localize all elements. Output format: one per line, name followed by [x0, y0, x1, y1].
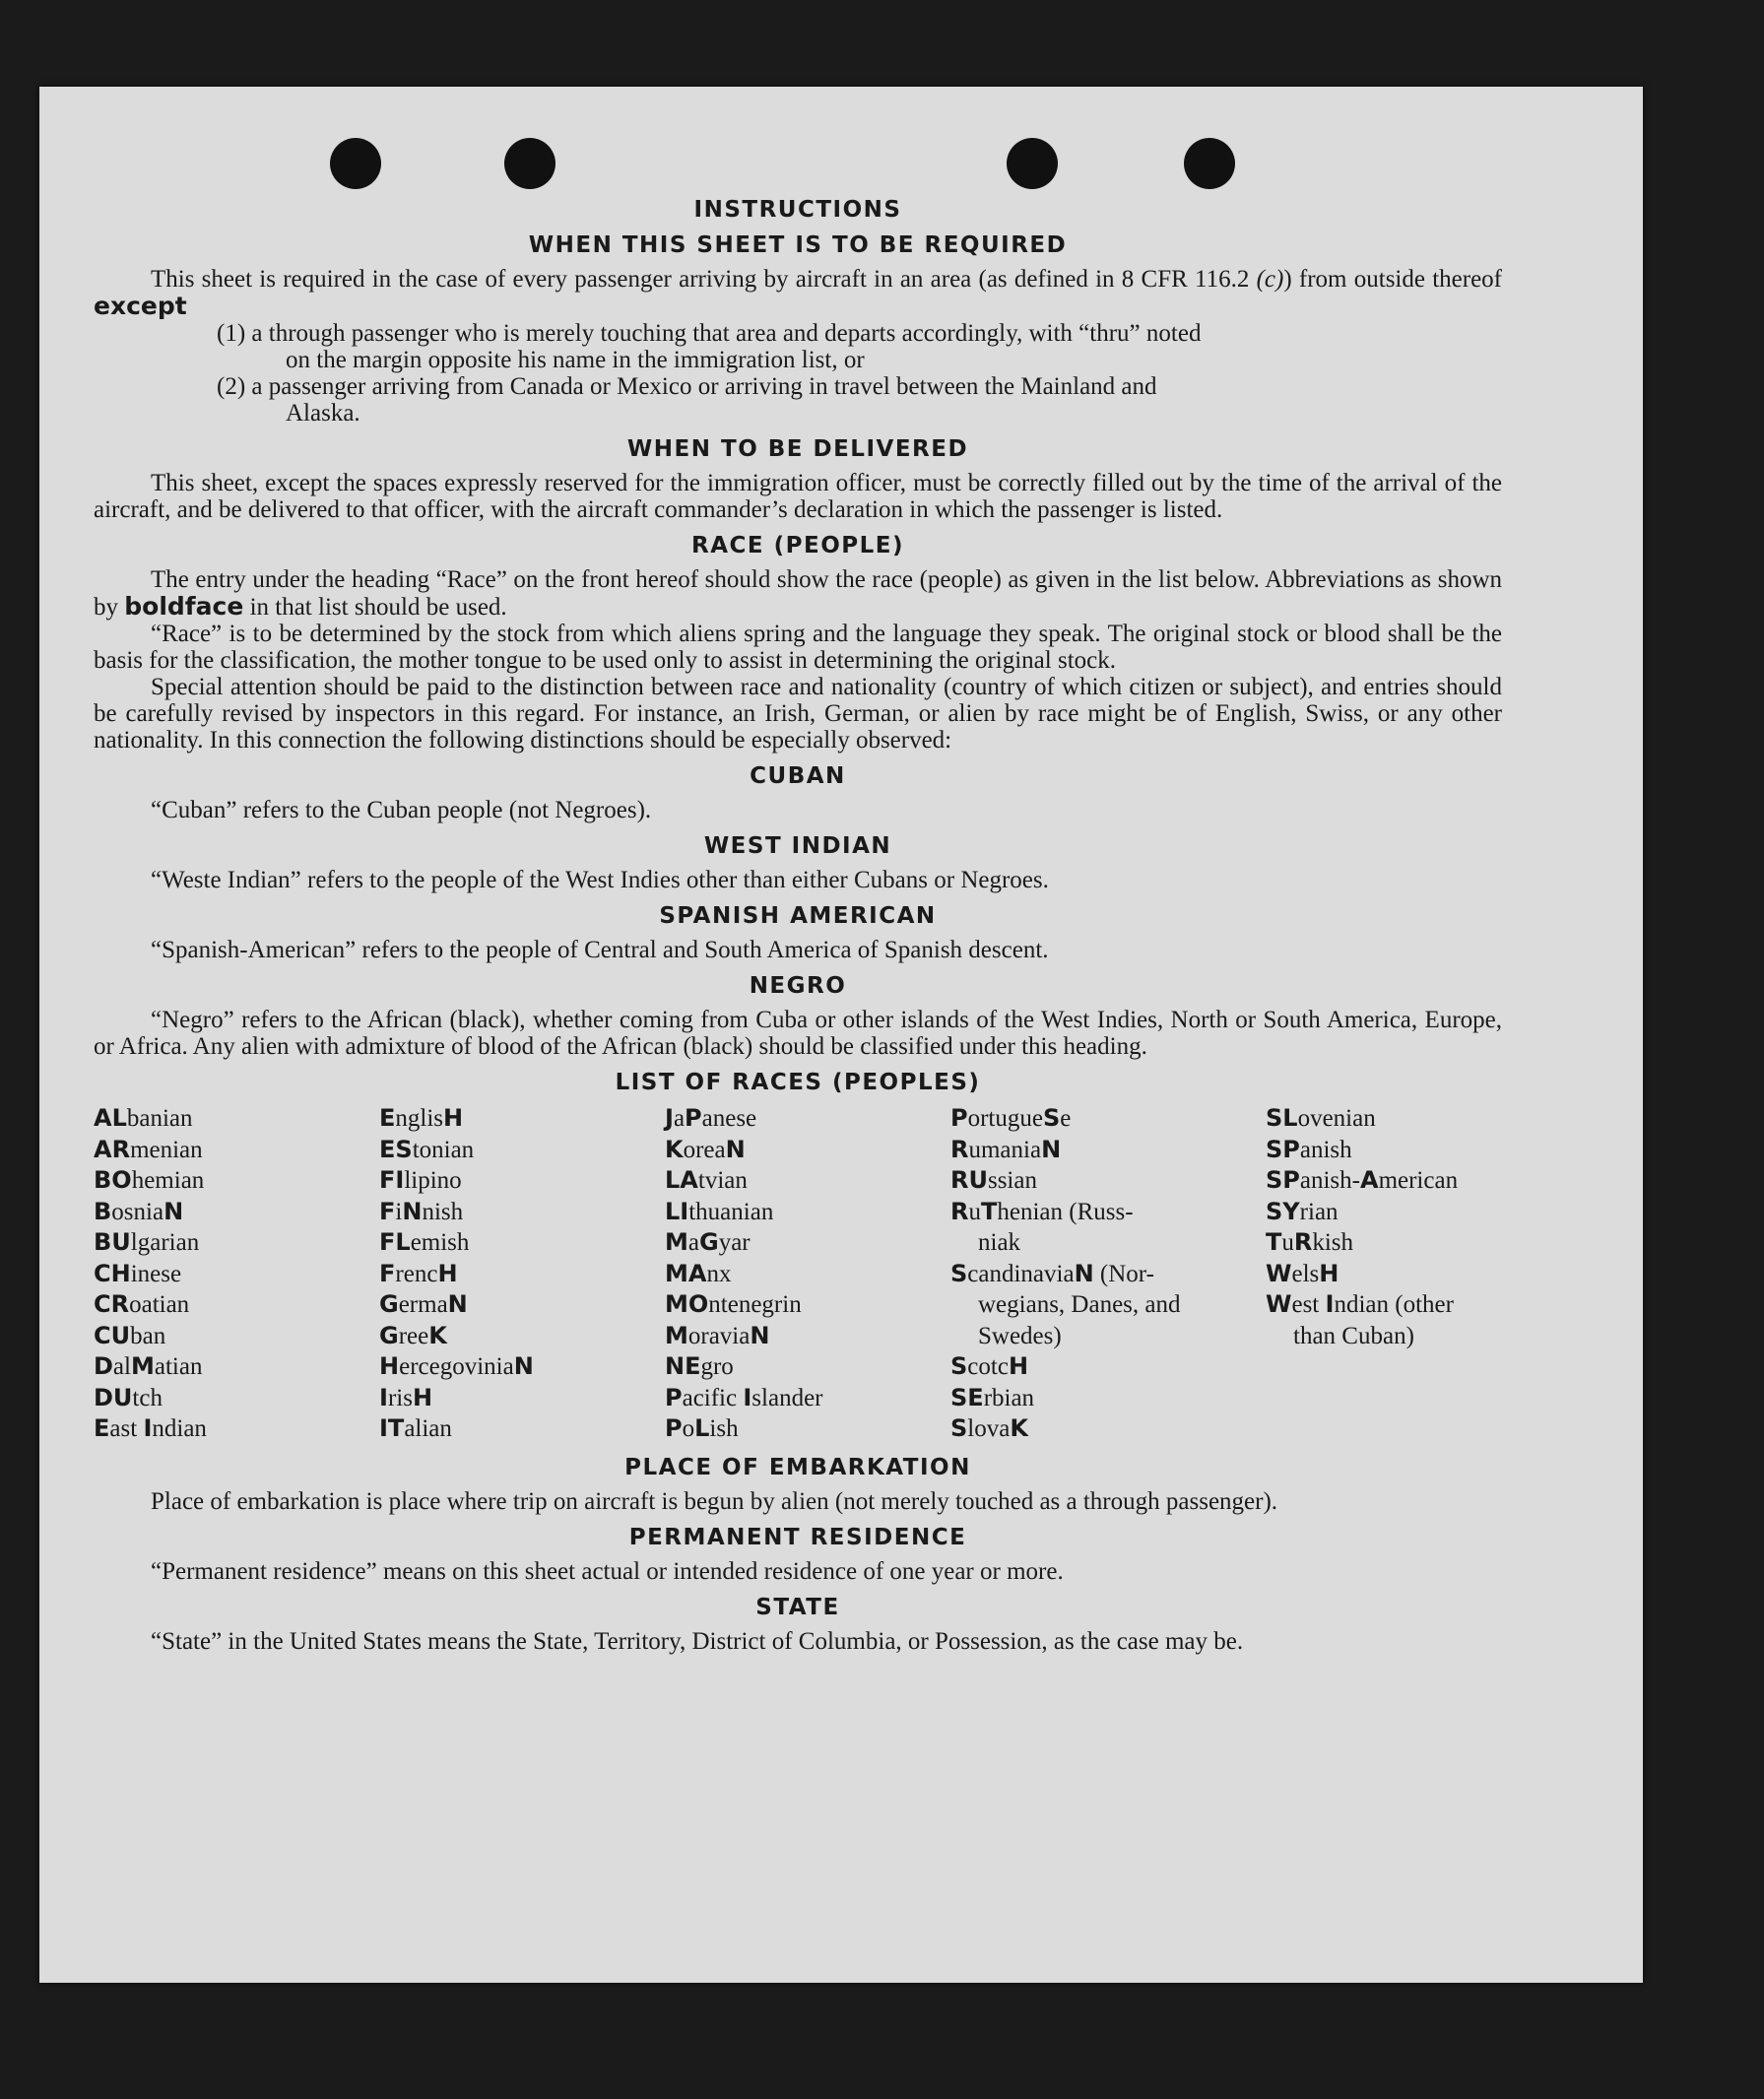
race-entry: MOntenegrin	[665, 1290, 802, 1318]
race-entry: ALbanian	[94, 1104, 193, 1132]
race-entry: GreeK	[379, 1321, 447, 1349]
punch-hole	[330, 138, 381, 189]
required-item-1	[217, 320, 1502, 373]
heading-west-indian: WEST INDIAN	[703, 833, 892, 859]
heading-list-of-races: LIST OF RACES (PEOPLES)	[615, 1070, 981, 1095]
embarkation-text: Place of embarkation is place where trip on aircraft is begun by alien (not merely touched as a through passenger).	[151, 1487, 1278, 1515]
race-entry: ITalian	[379, 1414, 452, 1442]
race-paragraph-3: Special attention should be paid to the distinction between race and nationality (country of which citizen or subject), and entries should be carefully revised by inspectors in this regard. For instance, an Irish, German, or alien by race might be of English, Swiss, or any other nationality. In this connection the following distinctions should be especially observed:	[94, 674, 1502, 754]
race-entry: PoLish	[665, 1414, 739, 1442]
race-entry: ScotcH	[950, 1352, 1029, 1380]
intro-text: This sheet is required in the case of every passenger arriving by aircraft in an area (as defined in 8 CFR 116.2	[151, 266, 1257, 293]
race-entry: GermaN	[379, 1290, 468, 1318]
race-entry: MoraviaN	[665, 1321, 770, 1349]
except-word: except	[94, 292, 187, 320]
heading-cuban: CUBAN	[750, 763, 846, 789]
race-entry: West Indian (other than Cuban)	[1266, 1290, 1454, 1349]
race-entry: CUban	[94, 1321, 166, 1349]
race-entry: WelsH	[1266, 1259, 1339, 1287]
race-entry: SPanish-American	[1266, 1166, 1459, 1194]
race-column	[94, 1103, 379, 1445]
state-text: “State” in the United States means the State, Territory, District of Columbia, or Possession, as the case may be.	[151, 1627, 1244, 1655]
spanish-american-text: “Spanish-American” refers to the people of Central and South America of Spanish descent.	[151, 937, 1049, 963]
race-entry: EStonian	[379, 1135, 475, 1163]
heading-required: WHEN THIS SHEET IS TO BE REQUIRED	[528, 232, 1068, 258]
race-entry: ScandinaviaN (Nor- wegians, Danes, and Swedes)	[950, 1259, 1181, 1349]
race-entry: LIthuanian	[665, 1197, 774, 1225]
race-entry: BUlgarian	[94, 1228, 200, 1256]
race-entry: PortugueSe	[950, 1104, 1072, 1132]
heading-delivered: WHEN TO BE DELIVERED	[626, 436, 969, 462]
race-entry: DUtch	[94, 1383, 163, 1411]
west-indian-text: “Weste Indian” refers to the people of the West Indies other than either Cubans or Negroes.	[151, 867, 1049, 893]
race-entry: EnglisH	[379, 1104, 464, 1132]
race-entry: SLovenian	[1266, 1104, 1376, 1132]
race-p1-text: The entry under the heading “Race” on the front hereof should show the race (people) as given in the list below. Abbreviations as shown by	[94, 566, 1502, 621]
race-entry: MaGyar	[665, 1228, 751, 1256]
residence-text: “Permanent residence” means on this sheet actual or intended residence of one year or more.	[151, 1557, 1064, 1585]
race-entry: Pacific Islander	[665, 1383, 823, 1411]
intro-ref: (c)	[1256, 266, 1284, 293]
document-sheet	[39, 87, 1643, 1983]
item-text-cont: on the margin opposite his name in the immigration list, or	[286, 347, 865, 373]
race-p1-text-b: in that list should be used.	[243, 594, 507, 621]
race-entry: FLemish	[379, 1228, 470, 1256]
punch-hole	[1007, 138, 1058, 189]
race-paragraph-2: “Race” is to be determined by the stock from which aliens spring and the language they speak. The original stock or blood shall be the basis for the classification, the mother tongue to be used only to assist in determining the original stock.	[94, 621, 1502, 674]
boldface-word: boldface	[124, 592, 244, 621]
race-column	[950, 1103, 1266, 1445]
race-column	[379, 1103, 665, 1445]
race-entry: IrisH	[379, 1383, 433, 1411]
race-list	[94, 1103, 1502, 1445]
heading-race: RACE (PEOPLE)	[691, 533, 904, 558]
race-entry: SErbian	[950, 1383, 1035, 1411]
race-entry: LAtvian	[665, 1166, 748, 1194]
race-entry: MAnx	[665, 1259, 732, 1287]
race-paragraph-1	[94, 566, 1502, 621]
heading-embarkation: PLACE OF EMBARKATION	[624, 1454, 971, 1480]
race-entry: CRoatian	[94, 1290, 190, 1318]
race-entry: JaPanese	[665, 1104, 757, 1132]
cuban-text: “Cuban” refers to the Cuban people (not Negroes).	[151, 797, 652, 823]
race-entry: RUssian	[950, 1166, 1037, 1194]
heading-negro: NEGRO	[749, 973, 847, 999]
race-entry: HercegoviniaN	[379, 1352, 534, 1380]
item-text: (1) a through passenger who is merely touching that area and departs accordingly, with “thru” noted	[217, 320, 1202, 347]
item-text: (2) a passenger arriving from Canada or Mexico or arriving in travel between the Mainland and	[217, 373, 1157, 400]
title-instructions: INSTRUCTIONS	[693, 197, 902, 223]
required-item-2	[217, 373, 1502, 426]
punch-hole	[1184, 138, 1235, 189]
heading-spanish-american: SPANISH AMERICAN	[659, 903, 937, 929]
race-entry: RuThenian (Russ- niak	[950, 1197, 1134, 1256]
race-entry: DalMatian	[94, 1352, 203, 1380]
heading-residence: PERMANENT RESIDENCE	[628, 1524, 967, 1550]
race-entry: KoreaN	[665, 1135, 746, 1163]
instructions-text	[94, 187, 1502, 1655]
intro-text-b: ) from outside thereof	[1283, 266, 1502, 293]
race-entry: ARmenian	[94, 1135, 203, 1163]
race-entry: BOhemian	[94, 1166, 205, 1194]
race-entry: SPanish	[1266, 1135, 1352, 1163]
race-entry: RumaniaN	[950, 1135, 1062, 1163]
race-column	[665, 1103, 950, 1445]
punch-hole	[504, 138, 555, 189]
race-entry: CHinese	[94, 1259, 182, 1287]
item-text-cont: Alaska.	[286, 400, 360, 426]
race-entry: SlovaK	[950, 1414, 1028, 1442]
race-column	[1266, 1103, 1502, 1445]
race-entry: FiNnish	[379, 1197, 464, 1225]
race-entry: FIlipino	[379, 1166, 462, 1194]
delivered-text: This sheet, except the spaces expressly reserved for the immigration officer, must be correctly filled out by the time of the arrival of the aircraft, and be delivered to that officer, with the aircraft commander’s declaration in which the passenger is listed.	[94, 470, 1502, 523]
race-entry: East Indian	[94, 1414, 207, 1442]
negro-text: “Negro” refers to the African (black), whether coming from Cuba or other islands of the West Indies, North or South America, Europe, or Africa. Any alien with admixture of blood of the African (black) should be classified under this heading.	[94, 1007, 1502, 1060]
race-entry: FrencH	[379, 1259, 458, 1287]
race-entry: NEgro	[665, 1352, 734, 1380]
race-entry: SYrian	[1266, 1197, 1339, 1225]
race-entry: BosniaN	[94, 1197, 184, 1225]
race-entry: TuRkish	[1266, 1228, 1354, 1256]
heading-state: STATE	[755, 1594, 840, 1620]
required-intro	[94, 266, 1502, 320]
